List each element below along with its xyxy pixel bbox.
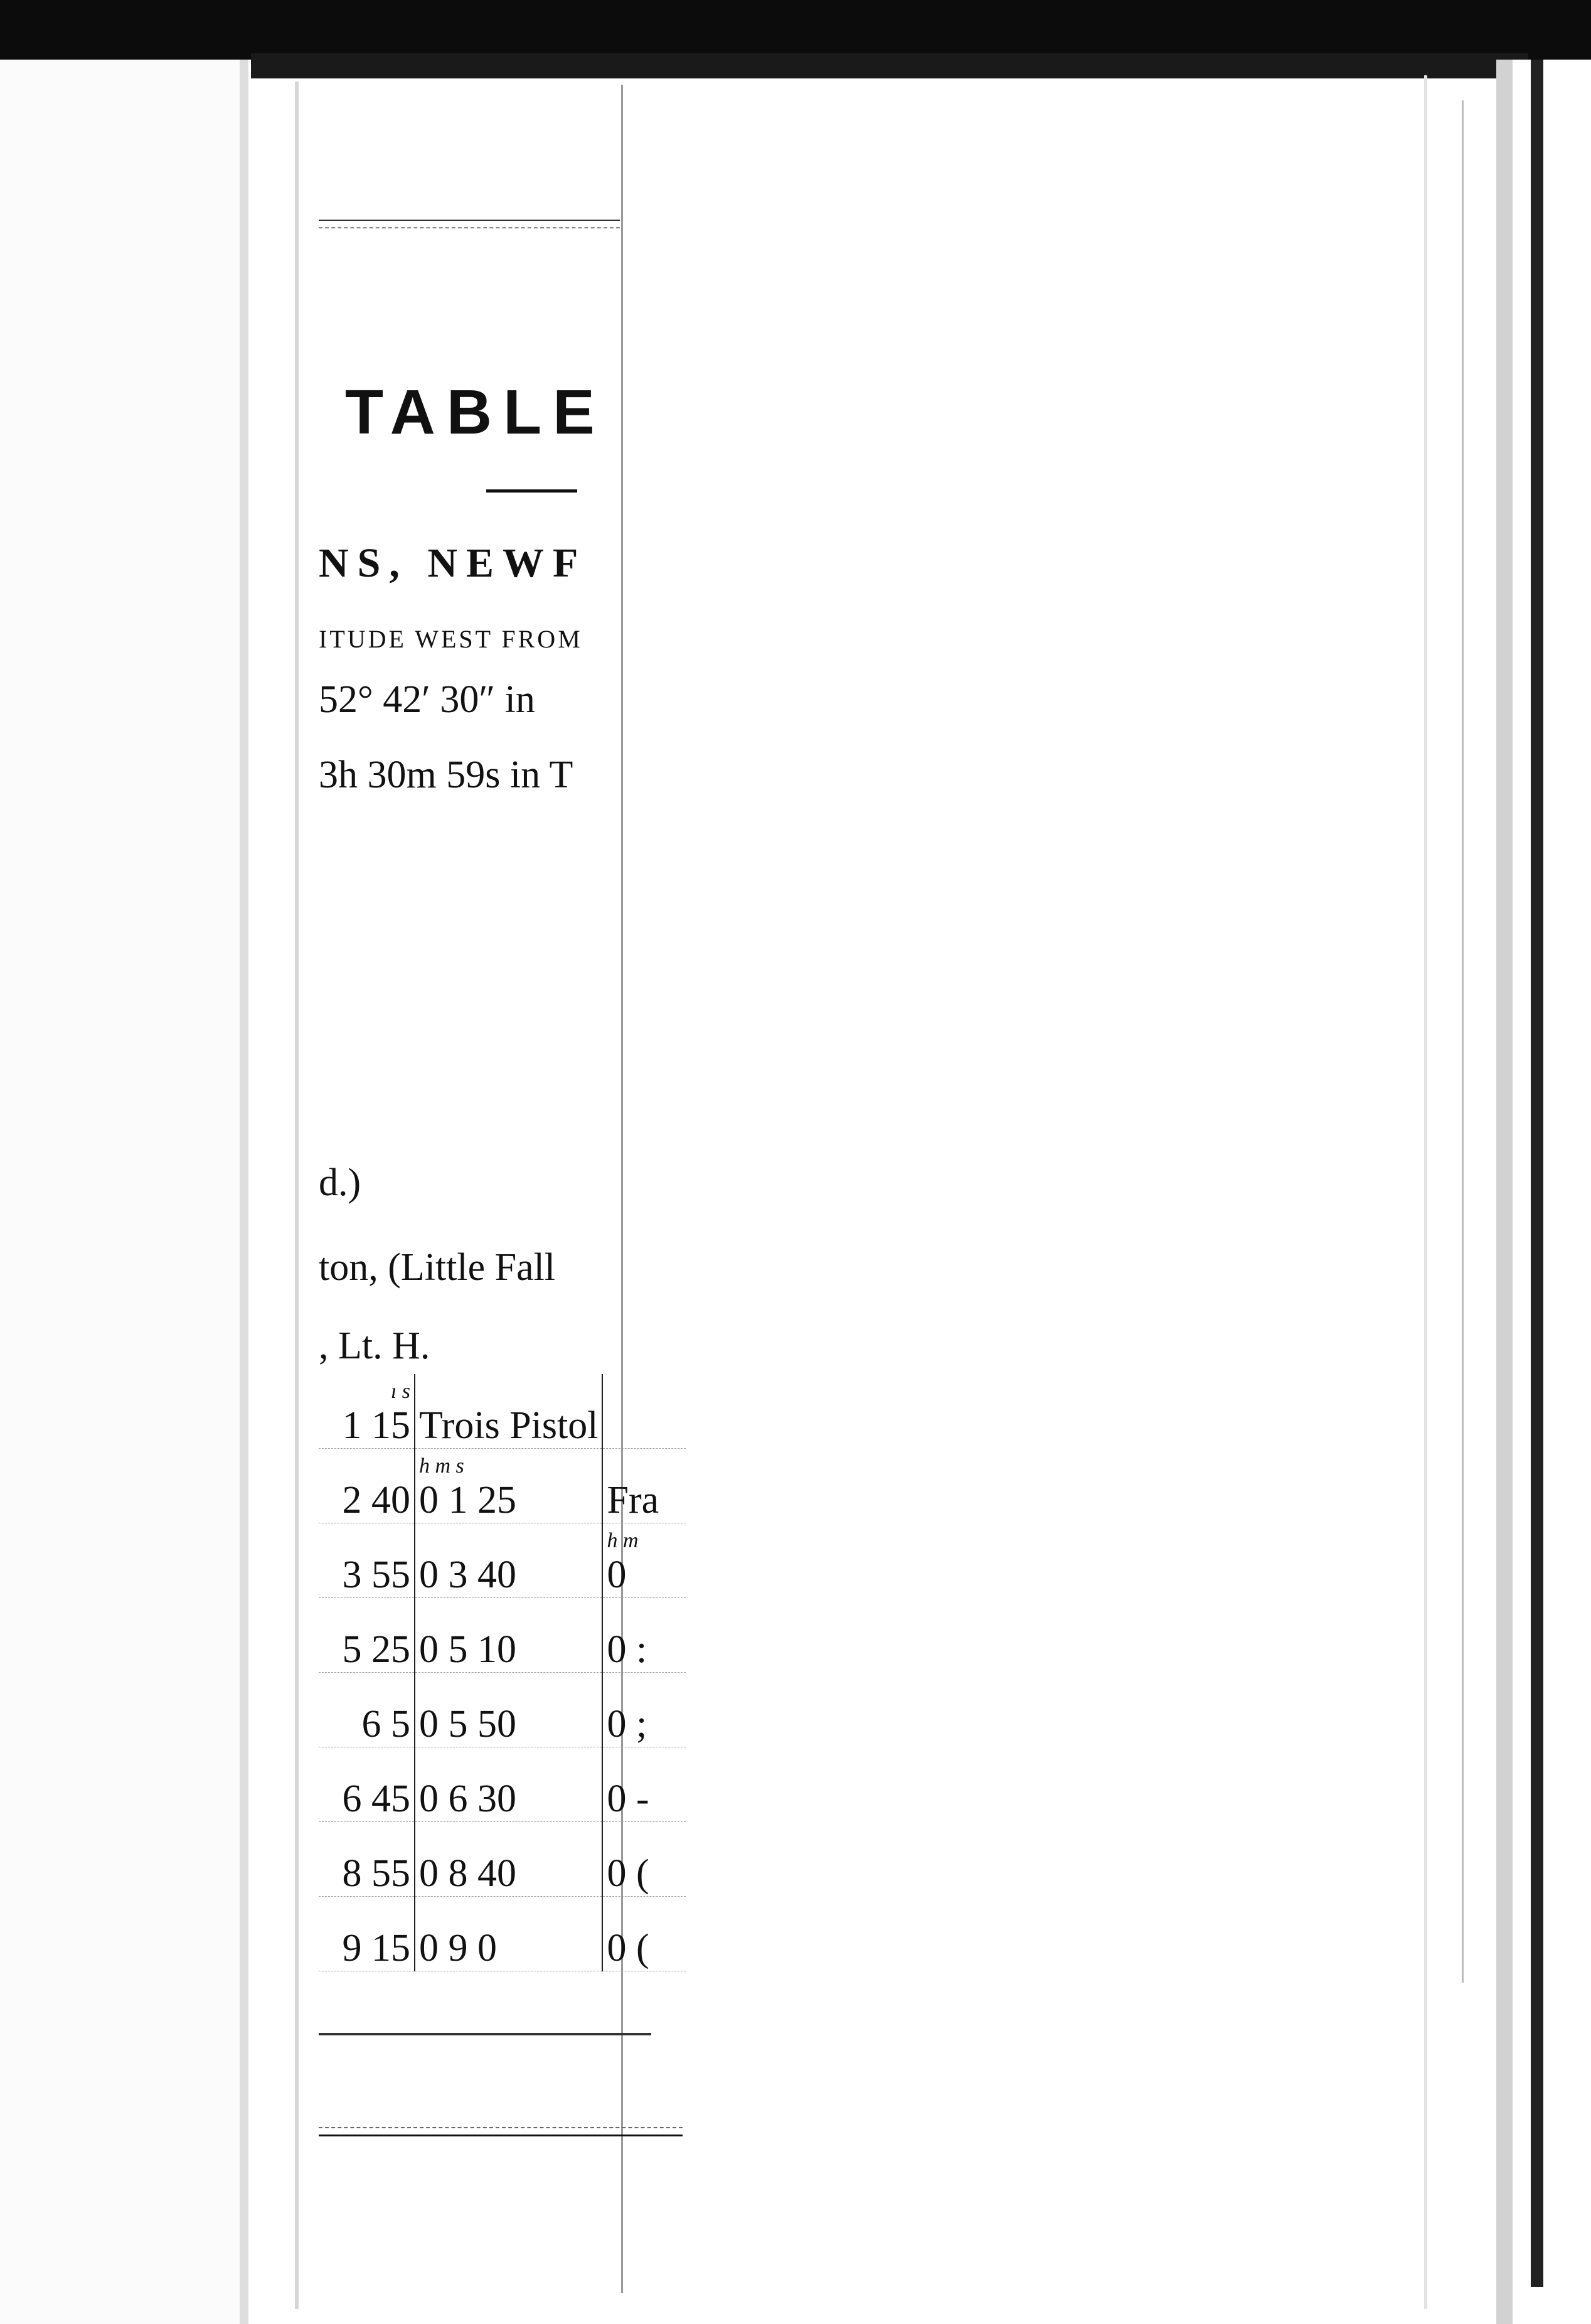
table-row <box>319 1897 686 1971</box>
table-row <box>319 1449 686 1523</box>
table-cell-c3 <box>602 1449 686 1523</box>
cell-value: 0 5 10 <box>419 1628 516 1671</box>
cell-value: 5 25 <box>342 1628 410 1671</box>
table-row <box>319 1747 686 1822</box>
overlapping-blank-leaf <box>621 85 1432 2293</box>
station-line: ton, (Little Fall <box>319 1246 556 1289</box>
cell-value: 0 6 30 <box>419 1778 516 1820</box>
table-cell-c1 <box>319 1374 415 1449</box>
page-heading: TABLE <box>345 377 606 447</box>
table-row <box>319 1673 686 1747</box>
cell-value: 0 8 40 <box>419 1852 516 1895</box>
table-row <box>319 1374 686 1449</box>
longitude-caption: ITUDE WEST FROM <box>319 625 583 653</box>
cell-value: 8 55 <box>342 1852 410 1895</box>
cell-value: 0 1 25 <box>419 1479 516 1522</box>
table-cell-c2 <box>415 1449 602 1523</box>
previous-page-edge <box>0 60 248 2324</box>
leaf-edge-line <box>1424 75 1427 2309</box>
cell-value: 0 3 40 <box>419 1554 516 1596</box>
cell-value: 9 15 <box>342 1927 410 1970</box>
cell-value: 0 <box>607 1554 627 1596</box>
bottom-border-rule <box>319 2127 683 2136</box>
table-cell-c1 <box>319 1523 415 1598</box>
cell-value: Trois Pistol <box>419 1404 599 1447</box>
cell-value: 1 15 <box>342 1404 410 1447</box>
cell-value: 0 ( <box>607 1927 649 1970</box>
units-label: ı s <box>390 1380 410 1403</box>
cell-value: 0 ; <box>607 1703 647 1746</box>
table-row <box>319 1822 686 1897</box>
longitude-time: 3h 30m 59s in T <box>319 754 573 796</box>
table-cell-c3 <box>602 1673 686 1747</box>
cell-value: 0 ( <box>607 1852 649 1895</box>
lighthouse-line: , Lt. H. <box>319 1325 430 1367</box>
cell-value: 0 : <box>607 1628 647 1671</box>
stacked-leaf-edges <box>1496 60 1513 2324</box>
table-cell-c2 <box>415 1897 602 1971</box>
table-cell-c2 <box>415 1822 602 1897</box>
table-cell-c1 <box>319 1673 415 1747</box>
leaf-inner-edge <box>1430 100 1464 1983</box>
table-cell-c2 <box>415 1598 602 1673</box>
cell-value: 6 5 <box>361 1703 410 1746</box>
table-cell-c3 <box>602 1897 686 1971</box>
table-cell-c3 <box>602 1374 686 1449</box>
gutter-fold <box>240 60 248 2324</box>
cell-value: 0 9 0 <box>419 1927 497 1970</box>
binding-top-edge <box>0 0 1591 60</box>
table-cell-c1 <box>319 1449 415 1523</box>
table-cell-c2 <box>415 1673 602 1747</box>
table-cell-c1 <box>319 1747 415 1822</box>
table-cell-c2 <box>415 1747 602 1822</box>
table-cell-c3 <box>602 1523 686 1598</box>
table-row <box>319 1598 686 1673</box>
cell-value: 0 5 50 <box>419 1703 516 1746</box>
longitude-arc: 52° 42′ 30″ in <box>319 678 535 721</box>
top-border-rule <box>319 220 620 228</box>
cell-value: Fra <box>607 1479 659 1522</box>
table-cell-c2 <box>415 1523 602 1598</box>
table-cell-c1 <box>319 1598 415 1673</box>
cell-value: 3 55 <box>342 1554 410 1596</box>
units-label: h m s <box>419 1454 464 1478</box>
cell-value: 6 45 <box>342 1778 410 1820</box>
cell-value: 2 40 <box>342 1479 410 1522</box>
longitude-table <box>319 1374 686 1971</box>
table-cell-c1 <box>319 1897 415 1971</box>
heading-rule <box>486 489 577 493</box>
units-label: h m <box>607 1529 639 1552</box>
binding-shadow <box>251 53 1528 78</box>
table-cell-c3 <box>602 1598 686 1673</box>
table-cell-c3 <box>602 1822 686 1897</box>
table-cell-c3 <box>602 1747 686 1822</box>
cover-edge <box>1531 60 1543 2287</box>
table-cell-c1 <box>319 1822 415 1897</box>
cell-value: 0 - <box>607 1778 649 1820</box>
place-title: NS, NEWF <box>319 540 587 586</box>
table-bottom-rule <box>319 2033 651 2035</box>
continued-marker: d.) <box>319 1161 361 1204</box>
right-margin <box>1513 60 1591 2324</box>
table-row <box>319 1523 686 1598</box>
page-fold-line <box>295 82 299 2309</box>
table-cell-c2 <box>415 1374 602 1449</box>
